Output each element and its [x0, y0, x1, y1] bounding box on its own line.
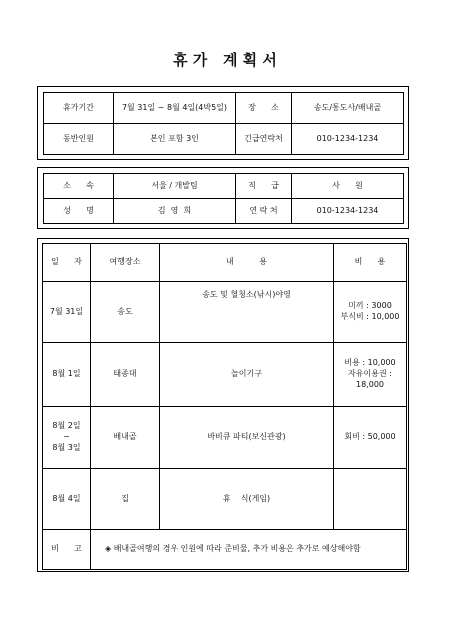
plan-header-row	[43, 244, 407, 282]
table-row	[43, 407, 407, 469]
dept-value: 서울 / 개발팀	[114, 174, 236, 199]
name-label: 성 명	[44, 199, 114, 224]
plan-table	[42, 243, 407, 570]
row-date: 8월 2일 ~ 8월 3일	[43, 407, 91, 469]
period-value: 7월 31일 ~ 8월 4일(4박5일)	[114, 93, 236, 124]
personal-info-box	[37, 167, 409, 229]
vacation-info-box	[37, 86, 409, 160]
row-cost	[334, 469, 407, 530]
rank-value: 사 원	[292, 174, 404, 199]
row-place: 태종대	[91, 343, 160, 407]
dept-label: 소 속	[44, 174, 114, 199]
remark-value: ◈ 배내골여행의 경우 인원에 따라 준비물, 추가 비용은 추가로 예상해야함	[91, 530, 407, 570]
row-date: 8월 1일	[43, 343, 91, 407]
rank-label: 직 급	[236, 174, 292, 199]
row-content: 바비큐 파티(보신관광)	[160, 407, 334, 469]
remark-row	[43, 530, 407, 570]
table-row	[43, 282, 407, 343]
row-content: 놀이기구	[160, 343, 334, 407]
row-place: 송도	[91, 282, 160, 343]
document-title: 휴 가 계 획 서	[173, 51, 277, 69]
emergency-value: 010-1234-1234	[292, 124, 404, 155]
row-cost: 미끼 : 3000 부식비 : 10,000	[334, 282, 407, 343]
name-value: 김 영 희	[114, 199, 236, 224]
table-row	[43, 343, 407, 407]
vacation-info-table	[43, 92, 404, 155]
place-label: 장 소	[236, 93, 292, 124]
remark-label: 비 고	[43, 530, 91, 570]
contact-label: 연 락 처	[236, 199, 292, 224]
period-label: 휴가기간	[44, 93, 114, 124]
place-value: 송도/통도사/배내골	[292, 93, 404, 124]
plan-box	[37, 238, 409, 572]
header-date: 일 자	[43, 244, 91, 282]
row-date: 8월 4일	[43, 469, 91, 530]
contact-value: 010-1234-1234	[292, 199, 404, 224]
header-content: 내 용	[160, 244, 334, 282]
header-cost: 비 용	[334, 244, 407, 282]
emergency-label: 긴급연락처	[236, 124, 292, 155]
row-place: 배내골	[91, 407, 160, 469]
row-cost: 회비 : 50,000	[334, 407, 407, 469]
row-content: 송도 및 혈청소(낚시)야영	[160, 282, 334, 343]
row-cost: 비용 : 10,000 자유이용권 : 18,000	[334, 343, 407, 407]
companion-value: 본인 포함 3인	[114, 124, 236, 155]
row-date: 7월 31일	[43, 282, 91, 343]
personal-info-table	[43, 173, 404, 224]
row-place: 집	[91, 469, 160, 530]
header-place: 여행장소	[91, 244, 160, 282]
companion-label: 동반인원	[44, 124, 114, 155]
row-content: 휴 식(게임)	[160, 469, 334, 530]
table-row	[43, 469, 407, 530]
